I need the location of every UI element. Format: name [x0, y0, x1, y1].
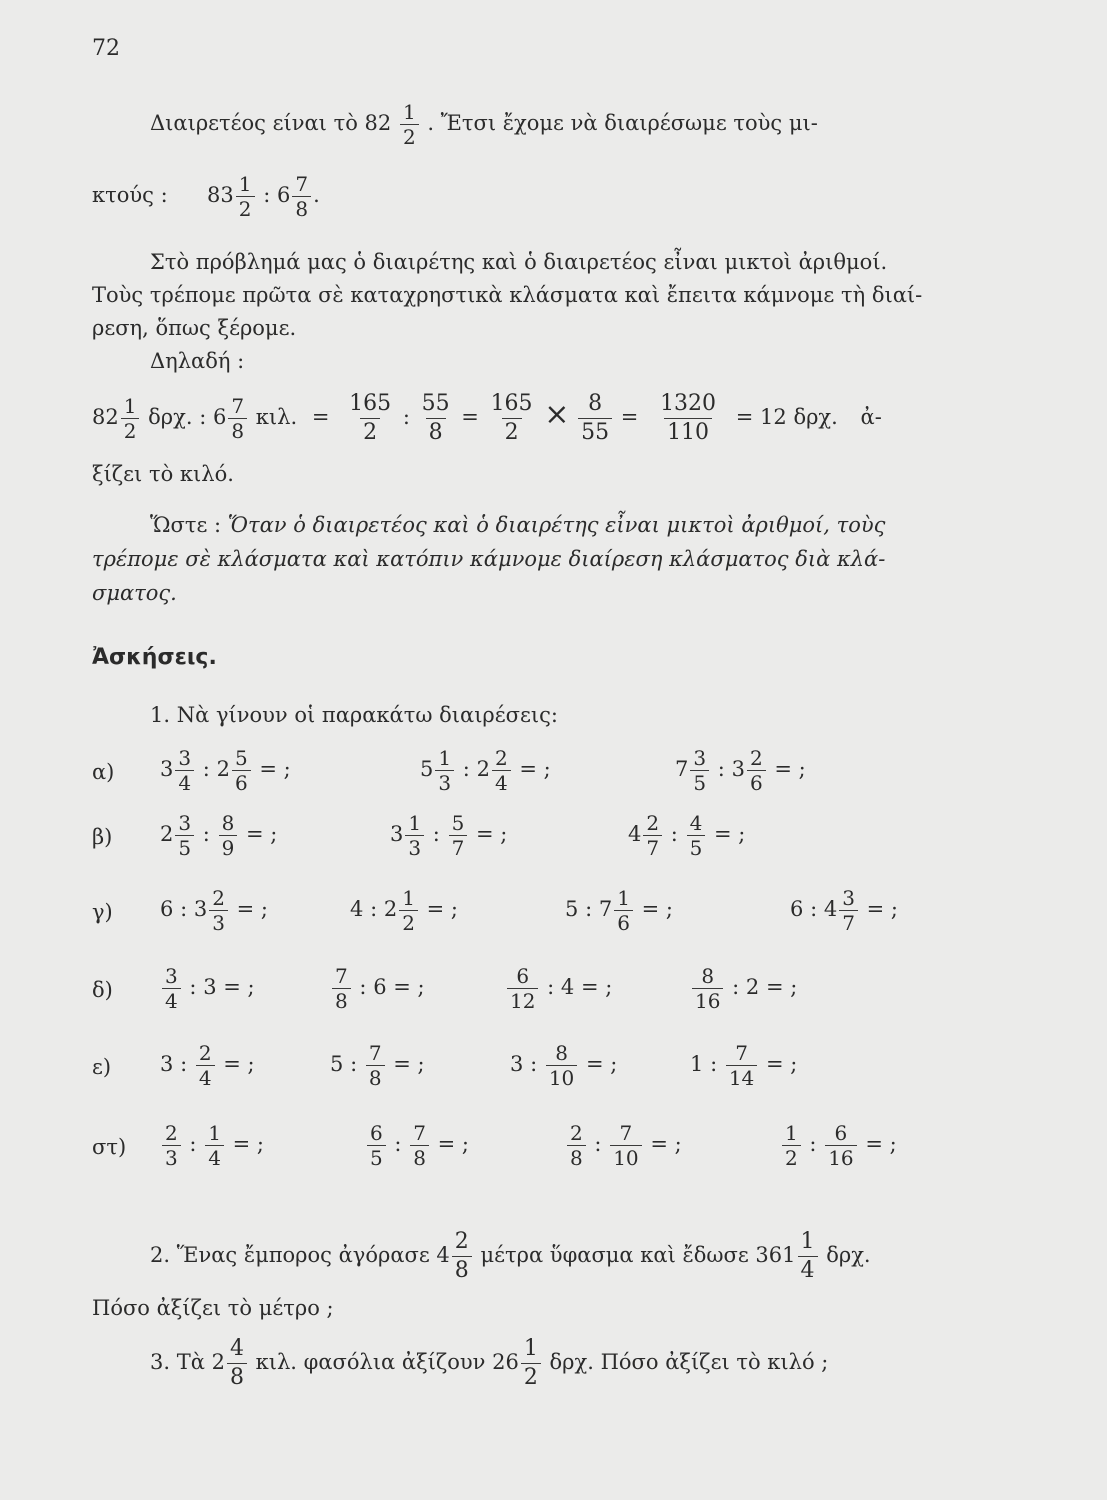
- mixed-whole: 3: [193, 897, 208, 921]
- division-item: [350, 886, 458, 935]
- division-sign: :: [189, 1132, 197, 1156]
- equals-prompt: = ;: [437, 1132, 469, 1156]
- numerator: 165: [490, 391, 533, 416]
- denominator: 5: [690, 770, 709, 795]
- equals-prompt: = ;: [641, 897, 673, 921]
- division-sign: :: [202, 822, 210, 846]
- intro-fraction: [400, 100, 419, 149]
- equals-prompt: = ;: [223, 975, 255, 999]
- equals-prompt: = ;: [650, 1132, 682, 1156]
- multiplication-sign: ×: [544, 397, 570, 432]
- fraction: [747, 746, 766, 795]
- numerator: 5: [234, 746, 248, 770]
- fraction: [205, 1121, 224, 1170]
- numerator: 1: [785, 1121, 798, 1145]
- dividend: 3: [510, 1052, 524, 1076]
- mixed-whole: 7: [598, 897, 613, 921]
- numerator: 1: [208, 1121, 221, 1145]
- equals-prompt: = ;: [393, 975, 425, 999]
- numerator: 3: [693, 746, 707, 770]
- equals-prompt: = ;: [713, 822, 746, 846]
- denominator: 5: [175, 835, 194, 860]
- exercise-2-line-2: Πόσο ἀξίζει τὸ μέτρο ;: [92, 1296, 334, 1320]
- mixed-whole: 3: [731, 757, 745, 781]
- equals-prompt: = ;: [426, 897, 458, 921]
- result: 12 δρχ.: [760, 405, 838, 429]
- numerator: 2: [570, 1121, 583, 1145]
- denominator: 7: [449, 835, 468, 860]
- denominator: 6: [614, 910, 633, 935]
- equals-sign: =: [735, 405, 754, 429]
- denominator: 4: [798, 1256, 818, 1285]
- fraction: [232, 746, 251, 795]
- numerator: 7: [735, 1041, 748, 1065]
- computation-continuation: ξίζει τὸ κιλό.: [92, 462, 234, 486]
- mixed-whole: 82: [92, 405, 119, 429]
- numerator: 165: [349, 391, 392, 416]
- denominator: 4: [492, 770, 511, 795]
- numerator: 8: [221, 811, 235, 835]
- numerator: 2: [749, 746, 763, 770]
- fraction: [419, 390, 453, 447]
- division-item: [420, 746, 551, 795]
- numerator: 7: [231, 394, 245, 418]
- divisor: 2: [745, 975, 760, 999]
- equals-sign: =: [461, 405, 479, 429]
- division-sign: :: [530, 1052, 538, 1076]
- denominator: 8: [410, 1145, 429, 1170]
- denominator: 9: [219, 835, 238, 860]
- denominator: 12: [507, 988, 538, 1013]
- rule-line-2: τρέπομε σὲ κλάσματα καὶ κατόπιν κάμνομε διαίρεση κλάσματος διὰ κλά-: [92, 547, 886, 571]
- numerator: 7: [295, 172, 309, 196]
- dividend: 4: [350, 897, 364, 921]
- numerator: 55: [421, 391, 450, 416]
- fraction: [366, 1041, 385, 1090]
- numerator: 6: [516, 964, 530, 988]
- division-item: [330, 964, 425, 1013]
- intro-label: κτούς :: [92, 183, 168, 207]
- denominator: 10: [546, 1065, 577, 1090]
- exercises-title: Ἀσκήσεις.: [92, 645, 217, 670]
- mixed-whole: 4: [823, 897, 838, 921]
- division-sign: :: [670, 822, 678, 846]
- division-item: [160, 1121, 264, 1170]
- numerator: 2: [165, 1121, 178, 1145]
- division-sign: :: [370, 897, 378, 921]
- division-item: [160, 886, 268, 935]
- division-item: [160, 964, 255, 1013]
- divisor: 4: [560, 975, 575, 999]
- denominator: 2: [236, 196, 255, 221]
- division-sign: :: [462, 757, 470, 781]
- denominator: 110: [664, 418, 712, 447]
- fraction: [405, 811, 424, 860]
- exercise-1-title: 1. Νὰ γίνουν οἱ παρακάτω διαιρέσεις:: [150, 703, 558, 727]
- dividend: 6: [160, 897, 174, 921]
- rule-text: Ὅταν ὁ διαιρετέος καὶ ὁ διαιρέτης εἶναι μικτοὶ ἀριθμοί, τοὺς: [227, 513, 886, 537]
- mixed-whole: 2: [476, 757, 490, 781]
- division-sign: :: [585, 897, 593, 921]
- numerator: 7: [619, 1121, 633, 1145]
- division-sign: :: [547, 975, 555, 999]
- row-label: β): [92, 825, 113, 849]
- numerator: 1: [800, 1229, 815, 1254]
- division-sign: :: [202, 757, 210, 781]
- paragraph-line-2: Τοὺς τρέπομε πρῶτα σὲ καταχρηστικὰ κλάσματα καὶ ἔπειτα κάμνομε τὴ διαί-: [92, 283, 923, 307]
- denominator: 8: [228, 418, 247, 443]
- fraction: [578, 390, 612, 447]
- equals-prompt: = ;: [774, 757, 806, 781]
- numerator: 7: [368, 1041, 382, 1065]
- unit: κιλ.: [255, 405, 298, 429]
- numerator: 1: [408, 811, 422, 835]
- equals-sign: =: [311, 405, 330, 429]
- division-sign: :: [732, 975, 740, 999]
- numerator: 3: [165, 964, 178, 988]
- intro-text: Διαιρετέος είναι τὸ 82: [150, 111, 392, 135]
- fraction: [121, 394, 140, 443]
- fraction: [196, 1041, 215, 1090]
- fraction: [175, 811, 194, 860]
- mixed-whole: 3: [160, 757, 174, 781]
- fraction: [546, 1041, 577, 1090]
- division-item: [390, 811, 507, 860]
- equals-prompt: = ;: [580, 975, 613, 999]
- fraction: [610, 1121, 641, 1170]
- equals-prompt: = ;: [765, 1052, 798, 1076]
- numerator: 1: [123, 394, 137, 418]
- denominator: 3: [162, 1145, 181, 1170]
- numerator: 1: [617, 886, 630, 910]
- intro-text-rest: . Ἔτσι ἔχομε νὰ διαιρέσωμε τοὺς μι-: [427, 111, 818, 135]
- division-item: [510, 1041, 617, 1090]
- division-sign: :: [710, 1052, 718, 1076]
- dividend: 3: [160, 1052, 174, 1076]
- fraction: [410, 1121, 429, 1170]
- numerator: 8: [701, 964, 715, 988]
- denominator: 7: [643, 835, 662, 860]
- hyphenated-word: ἀ-: [860, 405, 882, 429]
- paragraph-line-3: ρεση, ὅπως ξέρομε.: [92, 316, 297, 340]
- denominator: 4: [162, 988, 181, 1013]
- exercise-2-line-1: [150, 1228, 871, 1285]
- division-sign: :: [263, 183, 271, 207]
- exercise-text: κιλ. φασόλια ἀξίζουν 26: [255, 1350, 519, 1374]
- fraction: [367, 1121, 386, 1170]
- dividend: 5: [565, 897, 579, 921]
- rule-label: Ὥστε :: [150, 513, 222, 537]
- numerator: 2: [646, 811, 660, 835]
- numerator: 1: [402, 886, 415, 910]
- divisor: 6: [373, 975, 387, 999]
- fraction: [521, 1335, 541, 1392]
- paragraph-line-1: Στὸ πρόβλημά μας ὁ διαιρέτης καὶ ὁ διαιρετέος εἶναι μικτοὶ ἀριθμοί.: [150, 250, 888, 274]
- rule-line-3: σματος.: [92, 581, 177, 605]
- denominator: 16: [692, 988, 723, 1013]
- fraction: [346, 390, 394, 447]
- denominator: 4: [205, 1145, 224, 1170]
- equals-sign: =: [620, 405, 639, 429]
- fraction: [798, 1228, 818, 1285]
- equals-prompt: = ;: [245, 822, 278, 846]
- division-sign: :: [402, 405, 410, 429]
- exercise-text: μέτρα ὕφασμα καὶ ἔδωσε 361: [480, 1243, 796, 1267]
- division-sign: :: [809, 1132, 817, 1156]
- numerator: 5: [451, 811, 465, 835]
- denominator: 2: [399, 910, 418, 935]
- division-sign: :: [594, 1132, 602, 1156]
- division-item: [365, 1121, 469, 1170]
- exercise-text: 2. Ἕνας ἔμπορος ἀγόρασε 4: [150, 1243, 450, 1267]
- numerator: 1: [523, 1336, 538, 1361]
- denominator: 2: [400, 124, 419, 149]
- row-label: γ): [92, 900, 113, 924]
- paragraph-line-4: Δηλαδή :: [150, 349, 245, 373]
- equals-prompt: = ;: [866, 897, 898, 921]
- denominator: 6: [747, 770, 766, 795]
- denominator: 14: [726, 1065, 757, 1090]
- equals-prompt: = ;: [223, 1052, 255, 1076]
- fraction: [567, 1121, 586, 1170]
- denominator: 2: [782, 1145, 801, 1170]
- division-item: [160, 1041, 255, 1090]
- denominator: 8: [332, 988, 351, 1013]
- mixed-whole: 2: [383, 897, 398, 921]
- fraction: [839, 886, 858, 935]
- mixed-whole: 2: [160, 822, 174, 846]
- fraction: [657, 390, 719, 447]
- numerator: 8: [588, 391, 603, 416]
- exercise-text: δρχ.: [826, 1243, 871, 1267]
- division-sign: :: [432, 822, 440, 846]
- denominator: 8: [292, 196, 311, 221]
- division-sign: :: [394, 1132, 402, 1156]
- division-item: [565, 1121, 682, 1170]
- fraction: [219, 811, 238, 860]
- denominator: 5: [367, 1145, 386, 1170]
- denominator: 2: [360, 418, 380, 447]
- mixed-whole: 83: [207, 183, 234, 207]
- division-item: [780, 1121, 897, 1170]
- fraction: [687, 811, 706, 860]
- mixed-whole: 7: [675, 757, 689, 781]
- denominator: 8: [426, 418, 446, 447]
- exercise-3-line: [150, 1335, 828, 1392]
- fraction: [643, 811, 662, 860]
- division-sign: :: [189, 975, 197, 999]
- denominator: 7: [839, 910, 858, 935]
- fraction: [435, 746, 454, 795]
- row-label: α): [92, 760, 115, 784]
- numerator: 7: [335, 964, 348, 988]
- fraction: [726, 1041, 757, 1090]
- exercise-text: 3. Τὰ 2: [150, 1350, 225, 1374]
- division-item: [505, 964, 612, 1013]
- mixed-whole: 2: [216, 757, 230, 781]
- numerator: 2: [198, 1041, 212, 1065]
- denominator: 3: [209, 910, 228, 935]
- numerator: 8: [555, 1041, 568, 1065]
- equals-prompt: = ;: [585, 1052, 618, 1076]
- fraction: [449, 811, 468, 860]
- numerator: 6: [834, 1121, 848, 1145]
- division-sign: :: [180, 1052, 188, 1076]
- denominator: 55: [578, 418, 612, 447]
- division-item: [565, 886, 673, 935]
- fraction: [614, 886, 633, 935]
- equals-prompt: = ;: [475, 822, 508, 846]
- fraction: [825, 1121, 856, 1170]
- page-number: 72: [92, 36, 120, 61]
- denominator: 4: [175, 770, 194, 795]
- equals-prompt: = ;: [393, 1052, 425, 1076]
- equals-prompt: = ;: [519, 757, 551, 781]
- computation-line: [92, 390, 882, 447]
- numerator: 1320: [660, 391, 717, 416]
- denominator: 4: [196, 1065, 215, 1090]
- numerator: 2: [454, 1229, 469, 1254]
- intro-line-1: [150, 100, 818, 149]
- mixed-whole: 6: [276, 183, 291, 207]
- division-sign: :: [180, 897, 188, 921]
- division-sign: :: [717, 757, 725, 781]
- equals-prompt: = ;: [232, 1132, 264, 1156]
- mixed-whole: 4: [628, 822, 642, 846]
- dividend: 6: [790, 897, 804, 921]
- division-sign: :: [359, 975, 367, 999]
- fraction: [162, 1121, 181, 1170]
- division-sign: :: [350, 1052, 358, 1076]
- division-sign: :: [810, 897, 818, 921]
- mixed-fraction: [236, 172, 255, 221]
- mixed-whole: 3: [390, 822, 404, 846]
- unit: δρχ.: [148, 405, 193, 429]
- division-item: [675, 746, 806, 795]
- denominator: 8: [366, 1065, 385, 1090]
- denominator: 8: [227, 1363, 247, 1392]
- period: .: [313, 183, 320, 207]
- mixed-whole: 6: [213, 405, 227, 429]
- division-item: [160, 746, 291, 795]
- mixed-fraction: [292, 172, 311, 221]
- fraction: [452, 1228, 472, 1285]
- exercise-text: δρχ. Πόσο ἀξίζει τὸ κιλό ;: [549, 1350, 829, 1374]
- numerator: 3: [178, 746, 192, 770]
- fraction: [488, 390, 536, 447]
- denominator: 16: [825, 1145, 856, 1170]
- fraction: [332, 964, 351, 1013]
- denominator: 8: [452, 1256, 472, 1285]
- fraction: [507, 964, 538, 1013]
- fraction: [782, 1121, 801, 1170]
- denominator: 2: [521, 1363, 541, 1392]
- numerator: 3: [178, 811, 192, 835]
- numerator: 4: [689, 811, 703, 835]
- row-label: ε): [92, 1055, 112, 1079]
- fraction: [492, 746, 511, 795]
- row-label: δ): [92, 978, 113, 1002]
- denominator: 3: [405, 835, 424, 860]
- row-label: στ): [92, 1135, 127, 1159]
- division-item: [790, 886, 898, 935]
- denominator: 5: [687, 835, 706, 860]
- equals-prompt: = ;: [765, 975, 798, 999]
- rule-line-1: [150, 513, 885, 537]
- fraction: [692, 964, 723, 1013]
- equals-prompt: = ;: [865, 1132, 897, 1156]
- mixed-whole: 5: [420, 757, 434, 781]
- numerator: 2: [212, 886, 225, 910]
- dividend: 1: [690, 1052, 704, 1076]
- fraction: [175, 746, 194, 795]
- denominator: 2: [121, 418, 140, 443]
- division-item: [330, 1041, 425, 1090]
- fraction: [690, 746, 709, 795]
- fraction: [228, 394, 247, 443]
- division-sign: :: [199, 405, 207, 429]
- fraction: [209, 886, 228, 935]
- numerator: 3: [842, 886, 855, 910]
- divisor: 3: [203, 975, 217, 999]
- equals-prompt: = ;: [236, 897, 268, 921]
- division-item: [690, 1041, 797, 1090]
- denominator: 10: [610, 1145, 641, 1170]
- fraction: [227, 1335, 247, 1392]
- numerator: 2: [494, 746, 508, 770]
- intro-line-2: [92, 172, 320, 221]
- numerator: 7: [413, 1121, 426, 1145]
- denominator: 8: [567, 1145, 586, 1170]
- numerator: 6: [370, 1121, 383, 1145]
- denominator: 3: [435, 770, 454, 795]
- numerator: 1: [438, 746, 452, 770]
- denominator: 2: [502, 418, 522, 447]
- division-item: [160, 811, 277, 860]
- division-item: [690, 964, 797, 1013]
- division-item: [628, 811, 745, 860]
- denominator: 6: [232, 770, 251, 795]
- fraction: [399, 886, 418, 935]
- fraction: [162, 964, 181, 1013]
- equals-prompt: = ;: [259, 757, 291, 781]
- numerator: 1: [402, 100, 416, 124]
- numerator: 1: [238, 172, 252, 196]
- numerator: 4: [229, 1336, 244, 1361]
- dividend: 5: [330, 1052, 344, 1076]
